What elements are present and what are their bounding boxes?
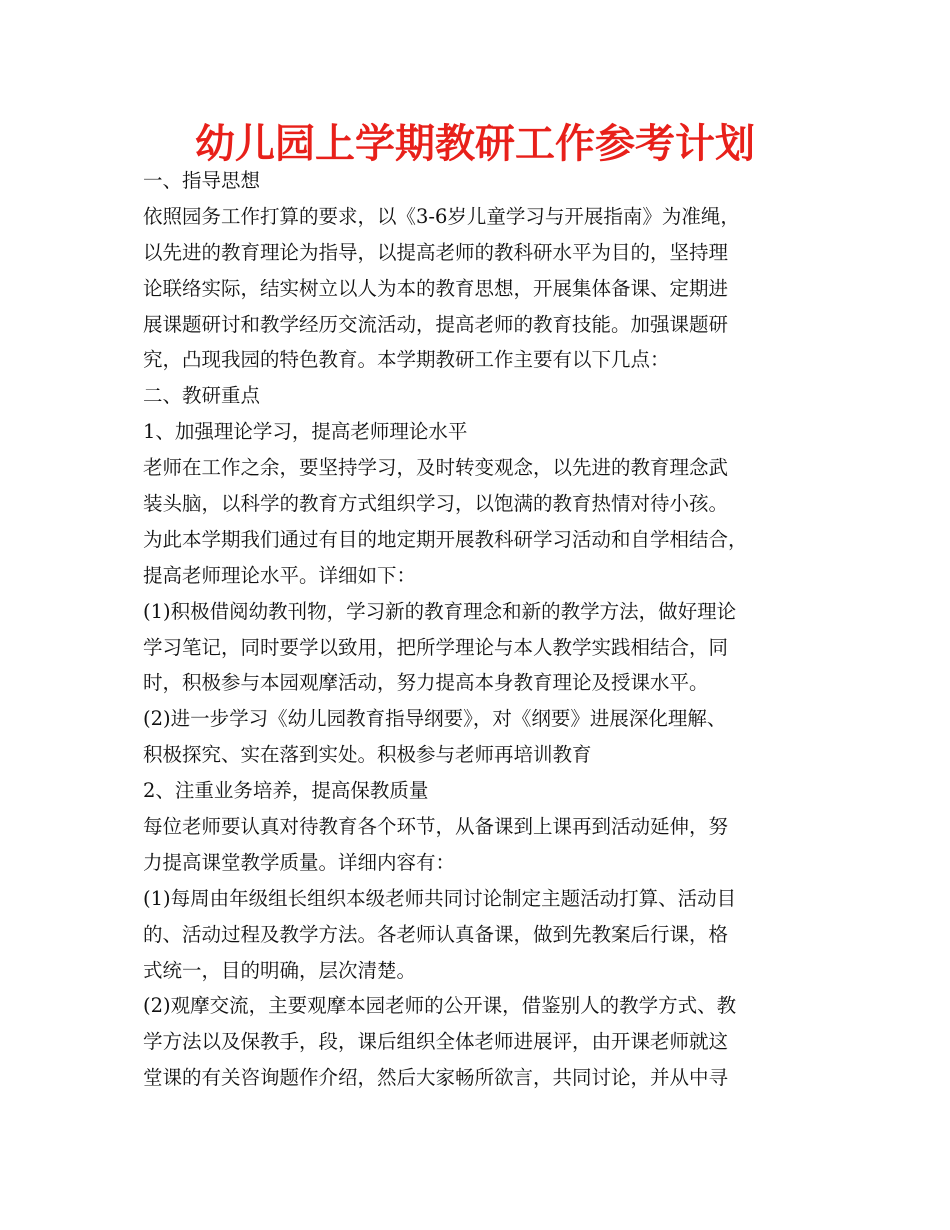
- subsection-heading-theory-study: 1、加强理论学习，提高老师理论水平: [143, 420, 468, 444]
- paragraph-line: 究，凸现我园的特色教育。本学期教研工作主要有以下几点：: [143, 348, 670, 372]
- paragraph-line: 为此本学期我们通过有目的地定期开展教科研学习活动和自学相结合，: [143, 527, 748, 551]
- list-item-line: (1)积极借阅幼教刊物，学习新的教育理念和新的教学方法，做好理论: [143, 599, 737, 623]
- list-item-line: 堂课的有关咨询题作介绍，然后大家畅所欲言，共同讨论，并从中寻: [143, 1066, 729, 1090]
- document-body: [143, 163, 823, 1096]
- list-item-line: (2)观摩交流，主要观摩本园老师的公开课，借鉴别人的教学方式、教: [143, 994, 737, 1018]
- section-heading-research-focus: 二、教研重点: [143, 384, 261, 408]
- paragraph-line: 以先进的教育理论为指导，以提高老师的教科研水平为目的，坚持理: [143, 240, 729, 264]
- paragraph-line: 依照园务工作打算的要求，以《3-6岁儿童学习与开展指南》为准绳，: [143, 204, 740, 228]
- document-title: 幼儿园上学期教研工作参考计划: [195, 121, 755, 167]
- paragraph-line: 提高老师理论水平。详细如下：: [143, 563, 417, 587]
- list-item-line: 式统一，目的明确，层次清楚。: [143, 958, 417, 982]
- list-item-line: 的、活动过程及教学方法。各老师认真备课，做到先教案后行课，格: [143, 922, 729, 946]
- paragraph-line: 每位老师要认真对待教育各个环节，从备课到上课再到活动延伸，努: [143, 815, 729, 839]
- list-item-line: 积极探究、实在落到实处。积极参与老师再培训教育: [143, 743, 592, 767]
- paragraph-line: 展课题研讨和教学经历交流活动，提高老师的教育技能。加强课题研: [143, 312, 729, 336]
- paragraph-line: 装头脑，以科学的教育方式组织学习，以饱满的教育热情对待小孩。: [143, 492, 729, 516]
- list-item-line: (2)进一步学习《幼儿园教育指导纲要》，对《纲要》进展深化理解、: [143, 707, 727, 731]
- list-item-line: 学方法以及保教手，段，课后组织全体老师进展评，由开课老师就这: [143, 1030, 729, 1054]
- list-item-line: 时，积极参与本园观摩活动，努力提高本身教育理论及授课水平。: [143, 671, 709, 695]
- subsection-heading-professional-training: 2、注重业务培养，提高保教质量: [143, 779, 429, 803]
- section-heading-guiding-ideology: 一、指导思想: [143, 169, 261, 192]
- list-item-line: 学习笔记，同时要学以致用，把所学理论与本人教学实践相结合，同: [143, 635, 729, 659]
- paragraph-line: 力提高课堂教学质量。详细内容有：: [143, 850, 456, 874]
- paragraph-line: 老师在工作之余，要坚持学习，及时转变观念，以先进的教育理念武: [143, 456, 729, 480]
- paragraph-line: 论联络实际，结实树立以人为本的教育思想，开展集体备课、定期进: [143, 276, 729, 300]
- list-item-line: (1)每周由年级组长组织本级老师共同讨论制定主题活动打算、活动目: [143, 886, 737, 910]
